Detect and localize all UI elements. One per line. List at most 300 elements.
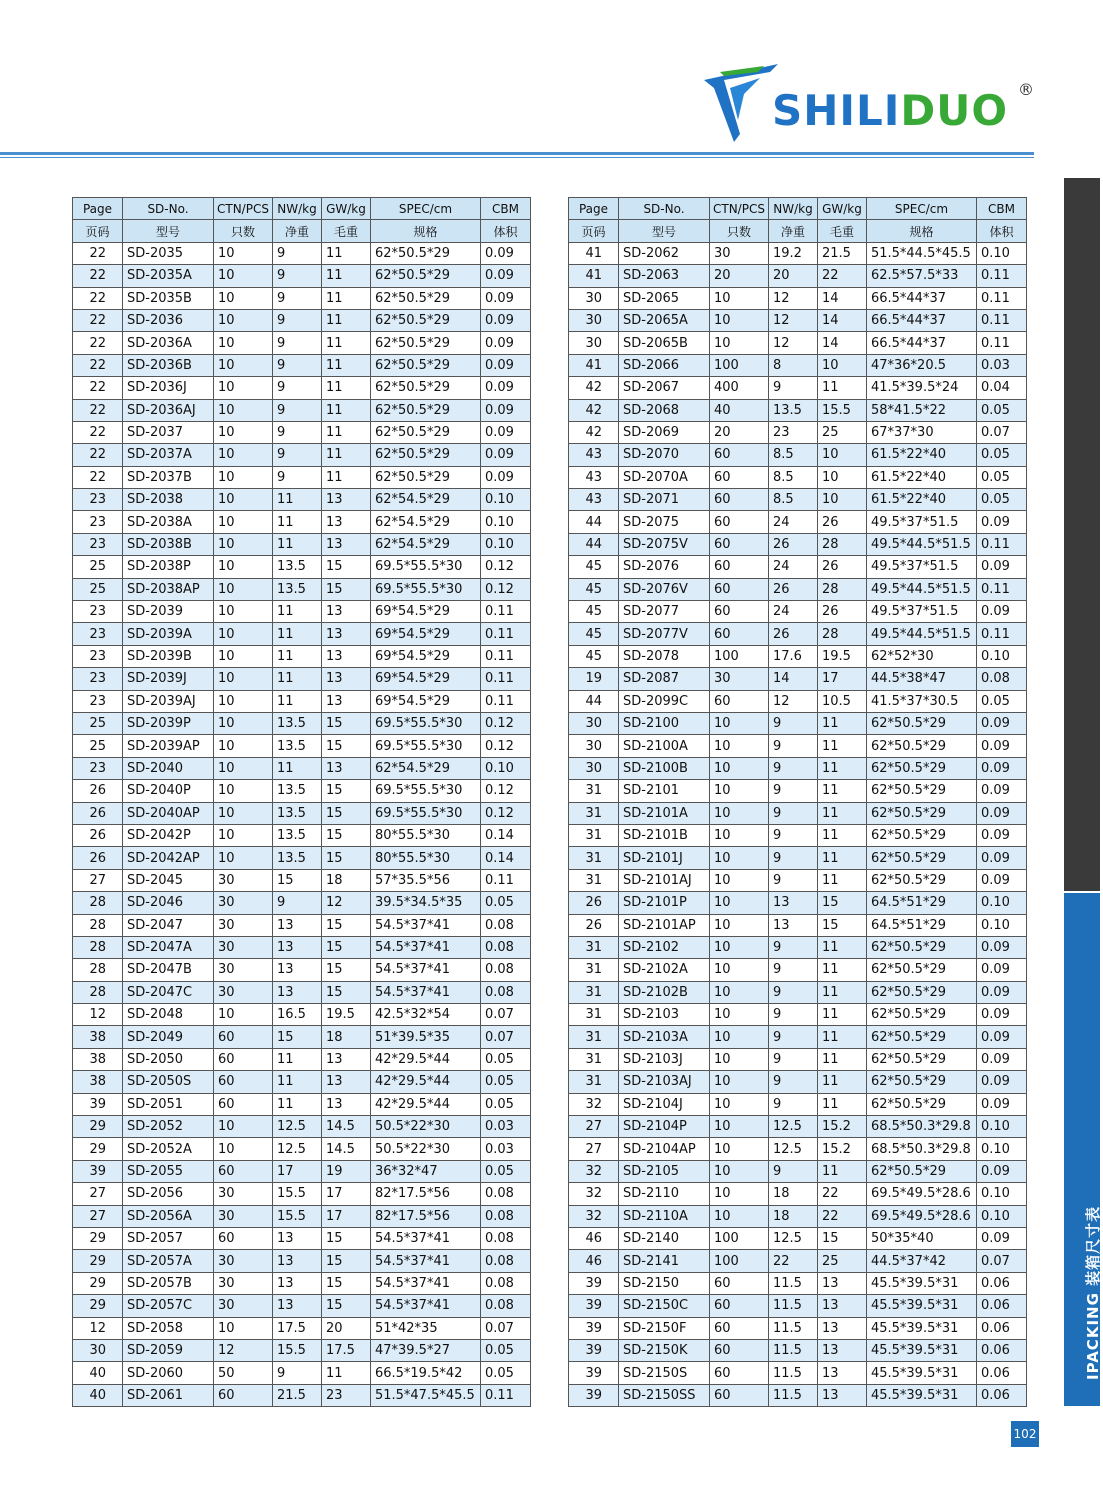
table-cell: 11 [321,242,370,264]
table-cell: SD-2103J [619,1048,710,1070]
table-cell: 49.5*44.5*51.5 [866,578,976,600]
table-cell: 31 [569,936,619,958]
table-cell: SD-2067 [619,377,710,399]
table-row [569,1183,1027,1205]
table-cell: 26 [768,578,817,600]
brand-wordmark [772,86,1009,135]
table-cell: 49.5*44.5*51.5 [866,533,976,555]
table-cell: 31 [569,959,619,981]
table-cell: 45.5*39.5*31 [866,1339,976,1361]
table-cell: SD-2038AP [123,578,214,600]
table-cell: 42 [569,377,619,399]
table-cell: 10 [817,444,866,466]
table-cell: 0.09 [480,332,530,354]
table-cell: 0.09 [976,802,1026,824]
table-row [73,690,531,712]
table-cell: 25 [73,556,123,578]
table-cell: 60 [710,556,769,578]
table-row [73,824,531,846]
table-cell: 0.06 [976,1339,1026,1361]
table-cell: 42 [569,399,619,421]
table-row [73,533,531,555]
table-cell: SD-2103A [619,1026,710,1048]
table-cell: 10 [214,242,273,264]
table-cell: 12 [73,1004,123,1026]
table-cell: 9 [272,242,321,264]
table-cell: 11 [321,354,370,376]
table-cell: 10 [214,354,273,376]
table-cell: 8 [768,354,817,376]
table-cell: 11 [272,645,321,667]
table-cell: 66.5*44*37 [866,309,976,331]
table-cell: 44 [569,511,619,533]
column-header: 只数 [710,220,769,242]
table-cell: 10 [214,421,273,443]
table-cell: SD-2038 [123,489,214,511]
table-cell: 12.5 [768,1138,817,1160]
table-cell: SD-2056A [123,1205,214,1227]
table-cell: 0.05 [480,1093,530,1115]
table-cell: SD-2035 [123,242,214,264]
table-cell: SD-2040AP [123,802,214,824]
table-cell: 44.5*37*42 [866,1250,976,1272]
table-cell: 23 [73,757,123,779]
table-cell: 24 [768,601,817,623]
table-row [569,847,1027,869]
table-cell: 10.5 [817,690,866,712]
table-cell: 10 [214,735,273,757]
table-cell: SD-2065 [619,287,710,309]
table-cell: 21.5 [272,1384,321,1406]
table-cell: 30 [214,981,273,1003]
table-cell: SD-2055 [123,1160,214,1182]
table-cell: 12 [321,892,370,914]
table-cell: 0.08 [480,936,530,958]
table-cell: 0.08 [480,1295,530,1317]
table-row [569,399,1027,421]
table-cell: 62*50.5*29 [866,735,976,757]
table-cell: 28 [73,914,123,936]
table-cell: 30 [214,1250,273,1272]
table-cell: 50*35*40 [866,1227,976,1249]
table-row [569,354,1027,376]
table-cell: 39 [569,1295,619,1317]
table-row [569,265,1027,287]
table-cell: SD-2035B [123,287,214,309]
table-row [569,690,1027,712]
table-cell: 28 [73,981,123,1003]
table-cell: 10 [710,332,769,354]
table-cell: 10 [214,399,273,421]
table-cell: 20 [768,265,817,287]
table-cell: 15 [321,824,370,846]
table-cell: 10 [214,757,273,779]
table-cell: SD-2036B [123,354,214,376]
table-cell: 18 [321,1026,370,1048]
table-row [569,556,1027,578]
table-cell: 10 [214,690,273,712]
table-cell: SD-2102B [619,981,710,1003]
table-cell: 9 [768,712,817,734]
table-cell: 66.5*19.5*42 [370,1362,480,1384]
table-cell: 11 [817,712,866,734]
table-cell: 69.5*55.5*30 [370,712,480,734]
table-cell: 10 [710,959,769,981]
table-cell: 40 [73,1362,123,1384]
table-cell: 31 [569,824,619,846]
table-cell: 12 [768,332,817,354]
table-cell: 68.5*50.3*29.8 [866,1138,976,1160]
table-cell: 11 [272,601,321,623]
table-cell: 38 [73,1071,123,1093]
column-header: SD-No. [619,198,710,220]
table-cell: 0.05 [480,1048,530,1070]
table-row [73,466,531,488]
table-cell: 54.5*37*41 [370,1227,480,1249]
table-cell: SD-2045 [123,869,214,891]
table-cell: 0.11 [976,578,1026,600]
table-cell: 31 [569,1071,619,1093]
table-cell: SD-2065A [619,309,710,331]
table-cell: 40 [710,399,769,421]
table-cell: 11.5 [768,1362,817,1384]
table-cell: 29 [73,1138,123,1160]
table-cell: 60 [710,601,769,623]
table-cell: SD-2102 [619,936,710,958]
table-cell: 54.5*37*41 [370,1295,480,1317]
table-cell: 8.5 [768,466,817,488]
table-cell: 15.2 [817,1138,866,1160]
table-cell: 62*50.5*29 [866,824,976,846]
table-cell: 23 [73,690,123,712]
table-cell: 10 [710,1026,769,1048]
table-cell: 0.06 [976,1317,1026,1339]
column-header: 页码 [569,220,619,242]
table-row [569,489,1027,511]
table-cell: 10 [214,377,273,399]
table-cell: 9 [272,399,321,421]
table-cell: SD-2048 [123,1004,214,1026]
table-cell: 22 [73,444,123,466]
table-cell: 17 [272,1160,321,1182]
table-cell: SD-2150K [619,1339,710,1361]
column-header: 毛重 [321,220,370,242]
table-cell: 13 [321,757,370,779]
table-row [569,914,1027,936]
table-row [569,1048,1027,1070]
table-cell: SD-2042P [123,824,214,846]
table-cell: 12 [214,1339,273,1361]
table-cell: 11 [817,1004,866,1026]
table-cell: 0.09 [976,1093,1026,1115]
table-cell: SD-2076V [619,578,710,600]
table-cell: 15 [817,914,866,936]
table-cell: 0.03 [976,354,1026,376]
table-cell: 0.12 [480,556,530,578]
table-cell: SD-2050S [123,1071,214,1093]
table-cell: 11 [321,399,370,421]
table-row [569,869,1027,891]
table-cell: 10 [214,444,273,466]
table-cell: 22 [817,265,866,287]
table-cell: 13.5 [272,578,321,600]
table-cell: 60 [214,1160,273,1182]
table-row [569,511,1027,533]
table-cell: 10 [214,265,273,287]
table-cell: 10 [817,466,866,488]
table-cell: 0.11 [976,309,1026,331]
table-cell: SD-2036J [123,377,214,399]
table-cell: 60 [710,1317,769,1339]
table-cell: 45.5*39.5*31 [866,1317,976,1339]
table-cell: 0.08 [480,1227,530,1249]
table-cell: 50.5*22*30 [370,1138,480,1160]
table-cell: 22 [73,421,123,443]
table-cell: SD-2039A [123,623,214,645]
table-cell: 42 [569,421,619,443]
table-cell: 10 [214,309,273,331]
table-cell: 54.5*37*41 [370,914,480,936]
table-row [569,1160,1027,1182]
table-cell: 62*54.5*29 [370,511,480,533]
column-header: CBM [480,198,530,220]
table-cell: 17.5 [272,1317,321,1339]
table-cell: 0.09 [480,242,530,264]
table-cell: 30 [569,735,619,757]
table-cell: 13 [817,1272,866,1294]
table-cell: 0.12 [480,735,530,757]
table-cell: 0.06 [976,1362,1026,1384]
table-cell: 45 [569,601,619,623]
table-cell: 17.6 [768,645,817,667]
table-cell: 11 [272,511,321,533]
table-row [73,802,531,824]
table-cell: 10 [710,914,769,936]
table-row [569,802,1027,824]
table-cell: 23 [73,601,123,623]
table-cell: 11 [817,1048,866,1070]
table-cell: 10 [214,780,273,802]
table-cell: 9 [272,377,321,399]
table-cell: 69.5*49.5*28.6 [866,1183,976,1205]
table-cell: 0.08 [480,959,530,981]
table-cell: 0.10 [976,242,1026,264]
table-row [73,1272,531,1294]
table-cell: 64.5*51*29 [866,892,976,914]
table-cell: 19.2 [768,242,817,264]
table-row [569,757,1027,779]
table-cell: 58*41.5*22 [866,399,976,421]
table-cell: 0.09 [976,981,1026,1003]
table-cell: 0.14 [480,824,530,846]
table-cell: 9 [272,287,321,309]
table-cell: 22 [73,466,123,488]
table-cell: SD-2150C [619,1295,710,1317]
table-cell: 30 [569,287,619,309]
table-cell: 9 [768,1071,817,1093]
table-cell: 22 [817,1205,866,1227]
table-cell: 62*54.5*29 [370,757,480,779]
table-cell: 100 [710,1227,769,1249]
table-cell: 13 [321,601,370,623]
table-cell: 62*50.5*29 [866,847,976,869]
table-cell: SD-2101AP [619,914,710,936]
table-cell: 42.5*32*54 [370,1004,480,1026]
table-cell: 9 [768,824,817,846]
table-cell: 0.08 [480,1250,530,1272]
table-cell: 0.11 [976,533,1026,555]
table-cell: 10 [710,936,769,958]
table-cell: 26 [768,623,817,645]
table-cell: 11 [817,1026,866,1048]
table-cell: 24 [768,556,817,578]
table-cell: 0.08 [480,914,530,936]
table-cell: 15 [321,578,370,600]
table-cell: 11 [817,869,866,891]
column-header: SPEC/cm [370,198,480,220]
table-cell: SD-2100B [619,757,710,779]
table-cell: 0.10 [976,645,1026,667]
table-cell: 0.09 [976,869,1026,891]
table-cell: 0.11 [976,265,1026,287]
table-cell: 26 [569,914,619,936]
table-cell: SD-2104AP [619,1138,710,1160]
table-cell: SD-2038P [123,556,214,578]
table-row [569,1295,1027,1317]
table-cell: 45 [569,623,619,645]
table-row [73,1250,531,1272]
table-cell: 0.04 [976,377,1026,399]
table-cell: SD-2100A [619,735,710,757]
table-cell: 0.09 [480,399,530,421]
table-cell: 11 [817,780,866,802]
table-cell: 15.2 [817,1116,866,1138]
table-cell: 31 [569,869,619,891]
table-cell: 11.5 [768,1384,817,1406]
column-header: CTN/PCS [710,198,769,220]
table-cell: SD-2057B [123,1272,214,1294]
table-cell: 11 [272,489,321,511]
table-cell: SD-2071 [619,489,710,511]
table-cell: SD-2036 [123,309,214,331]
table-cell: 51.5*47.5*45.5 [370,1384,480,1406]
table-cell: 23 [321,1384,370,1406]
table-cell: 0.09 [976,936,1026,958]
table-cell: 12 [768,690,817,712]
table-cell: 0.11 [480,690,530,712]
table-cell: 13 [272,936,321,958]
table-cell: 49.5*37*51.5 [866,556,976,578]
table-cell: 10 [214,511,273,533]
table-cell: 26 [768,533,817,555]
table-cell: 39 [569,1272,619,1294]
table-cell: 62*50.5*29 [370,466,480,488]
table-row [73,1362,531,1384]
table-cell: 14.5 [321,1138,370,1160]
column-header: GW/kg [817,198,866,220]
table-cell: 0.09 [976,1227,1026,1249]
table-cell: 22 [73,242,123,264]
table-cell: 22 [73,309,123,331]
table-cell: 11 [817,377,866,399]
table-cell: 30 [214,959,273,981]
table-cell: 60 [710,1272,769,1294]
table-cell: 60 [214,1071,273,1093]
column-header: NW/kg [272,198,321,220]
table-cell: 62*50.5*29 [866,802,976,824]
table-cell: SD-2039AP [123,735,214,757]
table-cell: 11 [272,1071,321,1093]
table-row [569,668,1027,690]
table-cell: SD-2037A [123,444,214,466]
table-cell: 42*29.5*44 [370,1093,480,1115]
table-cell: 29 [73,1116,123,1138]
table-cell: 10 [214,1004,273,1026]
table-cell: 9 [768,936,817,958]
table-cell: 9 [768,1026,817,1048]
table-cell: 0.10 [480,489,530,511]
table-cell: 23 [73,668,123,690]
table-cell: 45.5*39.5*31 [866,1362,976,1384]
table-row [73,869,531,891]
table-cell: 0.14 [480,847,530,869]
table-cell: 32 [569,1160,619,1182]
table-row [569,444,1027,466]
table-cell: 0.07 [480,1026,530,1048]
table-cell: 25 [817,421,866,443]
table-cell: SD-2062 [619,242,710,264]
table-cell: 62*50.5*29 [370,421,480,443]
table-cell: 9 [768,959,817,981]
column-header: Page [569,198,619,220]
table-row [73,780,531,802]
table-cell: 15 [321,914,370,936]
section-label: IPACKING 装箱尺寸表 [1084,1205,1102,1380]
table-cell: 11 [817,735,866,757]
table-cell: 10 [817,354,866,376]
table-cell: 11.5 [768,1339,817,1361]
table-cell: SD-2077 [619,601,710,623]
table-row [73,847,531,869]
table-cell: 69*54.5*29 [370,668,480,690]
table-cell: 15 [272,1026,321,1048]
table-cell: 10 [710,1004,769,1026]
table-cell: 17 [817,668,866,690]
table-cell: 62*50.5*29 [866,1026,976,1048]
table-cell: 30 [710,668,769,690]
table-cell: 0.09 [976,1004,1026,1026]
header-rule [0,152,1034,155]
column-header: 页码 [73,220,123,242]
table-cell: SD-2101B [619,824,710,846]
table-cell: 15 [817,892,866,914]
table-cell: 60 [214,1227,273,1249]
table-cell: SD-2105 [619,1160,710,1182]
table-cell: 10 [710,309,769,331]
table-cell: 15 [321,735,370,757]
table-cell: SD-2069 [619,421,710,443]
table-cell: 15.5 [272,1205,321,1227]
table-row [73,489,531,511]
table-cell: 9 [768,1093,817,1115]
table-cell: 46 [569,1250,619,1272]
table-cell: 13 [272,959,321,981]
table-cell: SD-2047 [123,914,214,936]
table-cell: 26 [569,892,619,914]
table-cell: 0.10 [976,1205,1026,1227]
table-cell: SD-2104P [619,1116,710,1138]
table-cell: 62*50.5*29 [370,377,480,399]
